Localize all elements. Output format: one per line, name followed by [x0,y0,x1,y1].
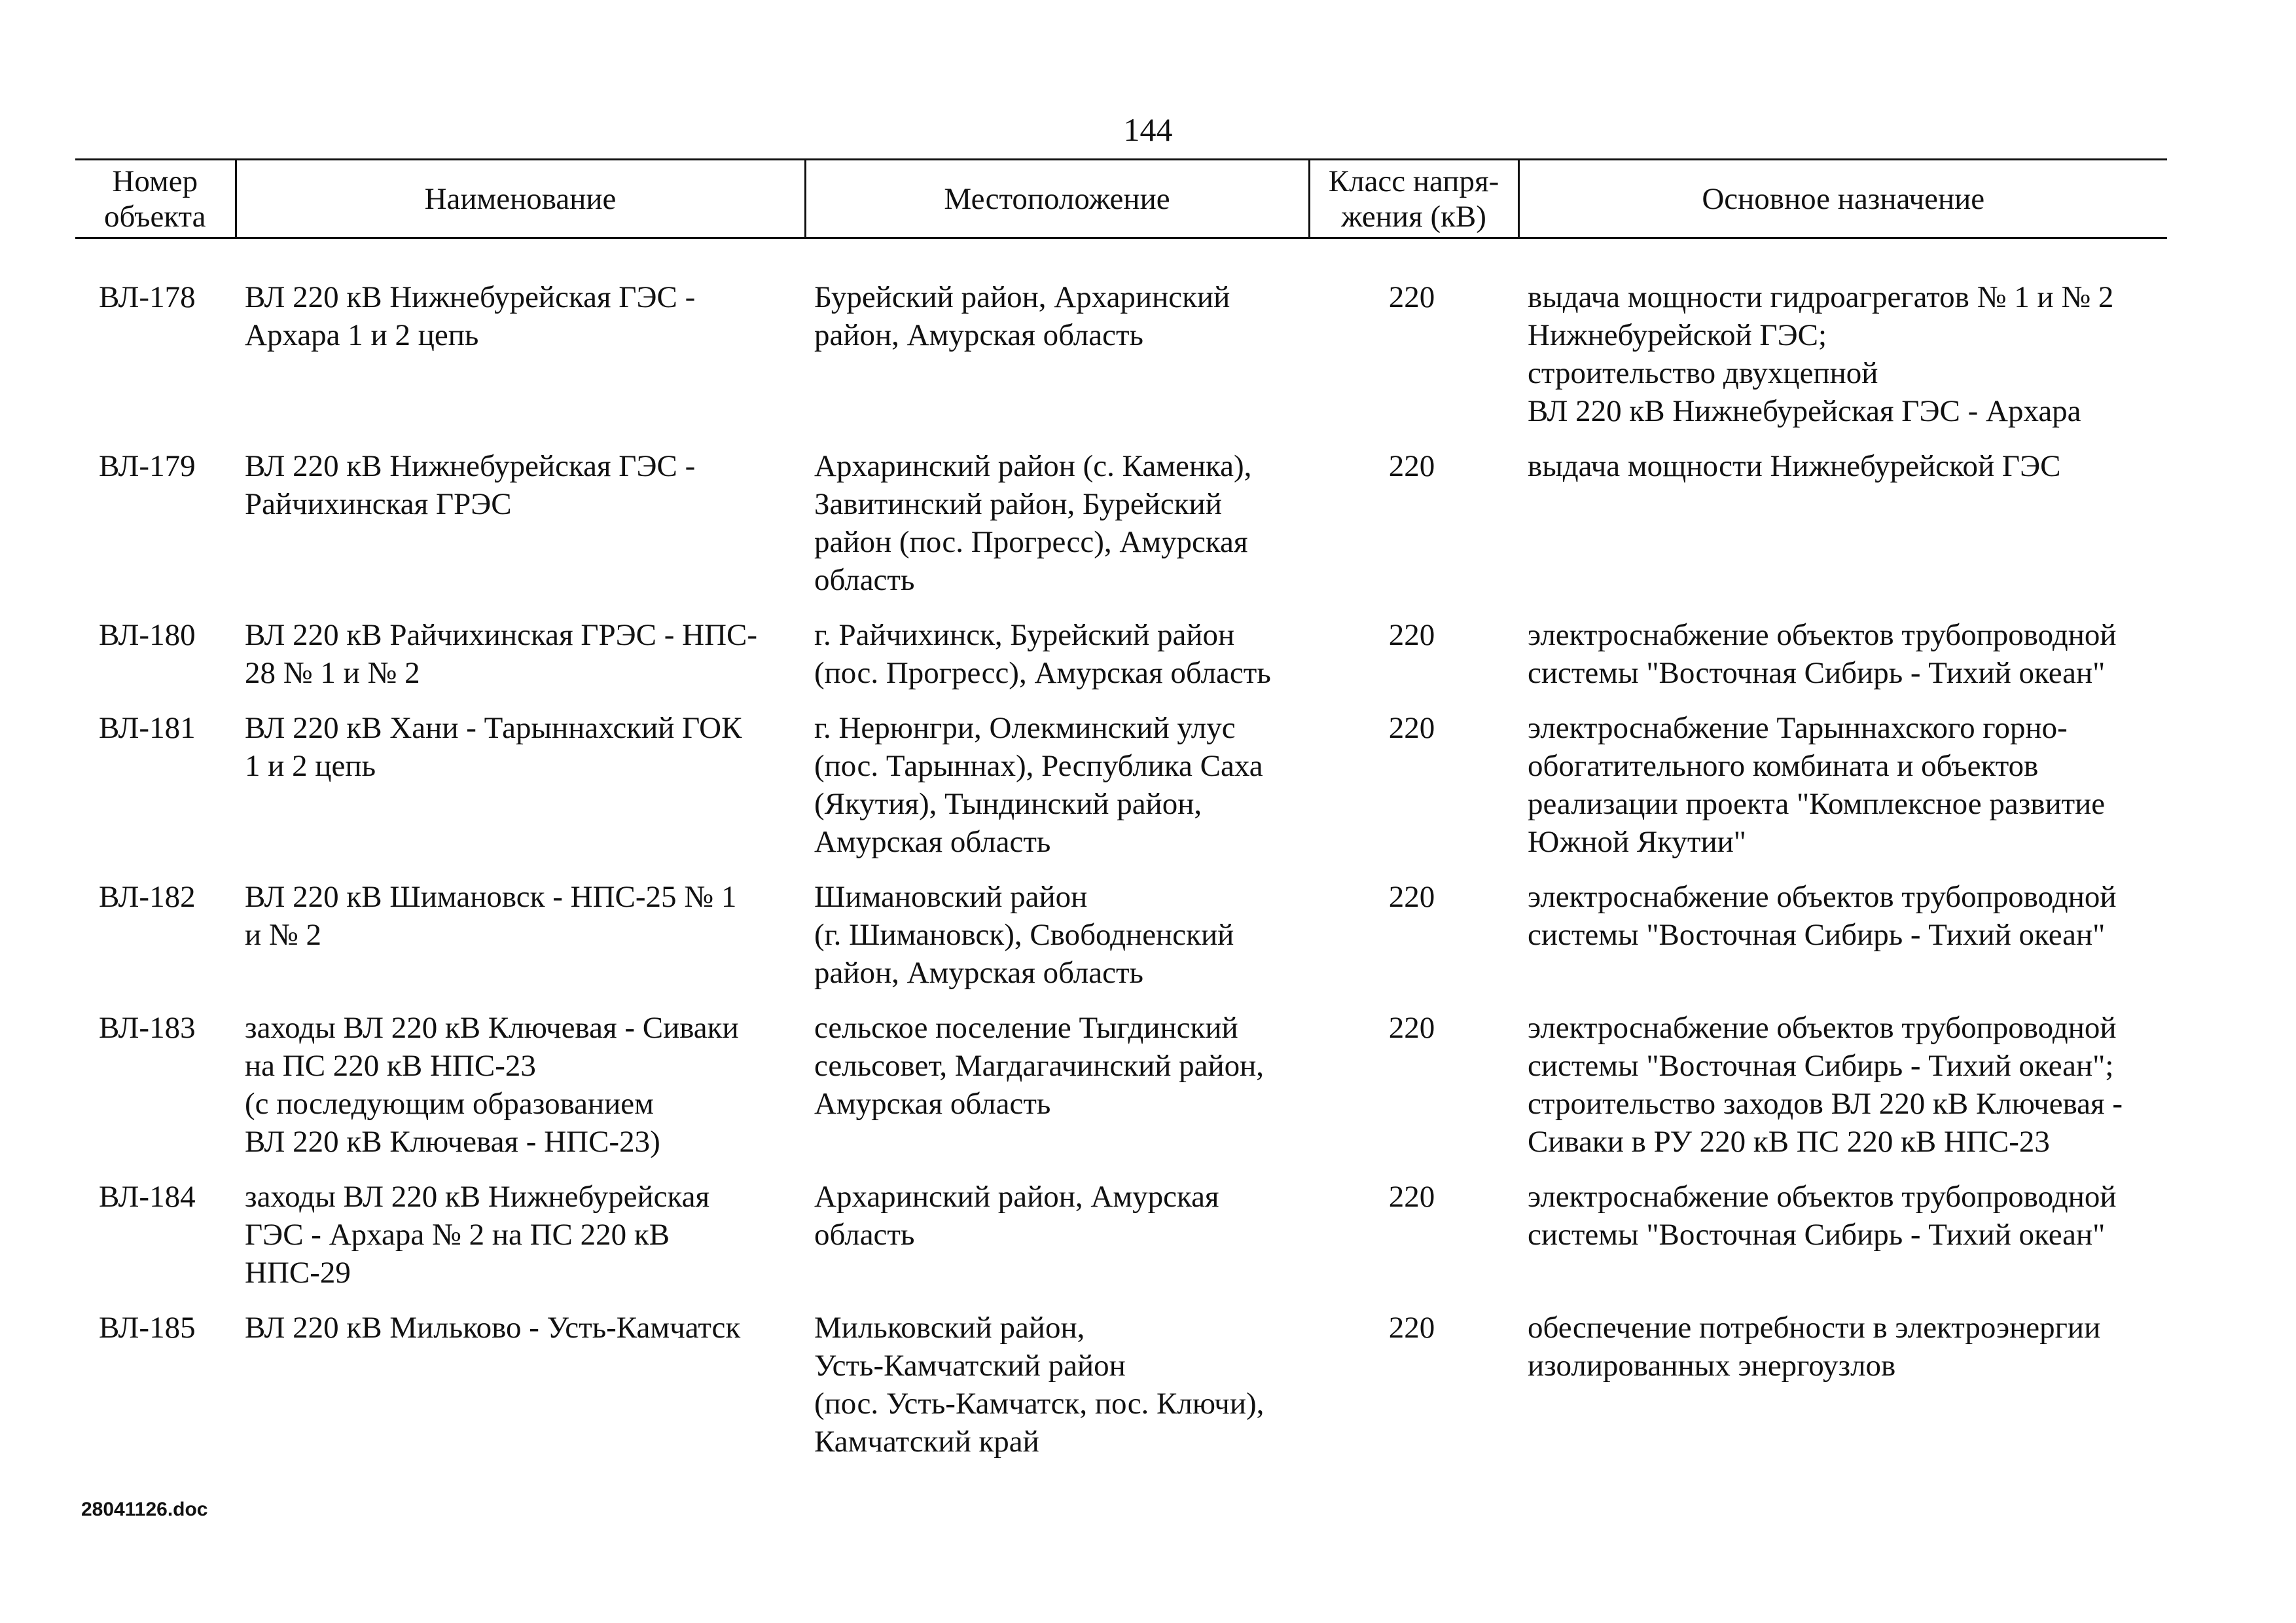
table-header [75,160,2167,238]
cell-voltage: 220 [1388,449,1435,483]
cell-location: г. Нерюнгри, Олекминский улус (пос. Тарыннах), Республика Саха (Якутия), Тындинский район, Амурская область [814,711,1263,859]
page-number: 144 [1123,111,1173,148]
cell-voltage: 220 [1388,1180,1435,1214]
cell-object-number: ВЛ-185 [99,1311,196,1345]
cell-name: ВЛ 220 кВ Нижнебурейская ГЭС - Архара 1 и 2 цепь [245,280,696,352]
table-row [75,1309,2167,1478]
cell-voltage: 220 [1388,1011,1435,1045]
cell-voltage: 220 [1388,711,1435,745]
cell-object-number: ВЛ-180 [99,618,196,652]
cell-object-number: ВЛ-183 [99,1011,196,1045]
header-location: Местоположение [805,160,1309,238]
cell-location: сельское поселение Тыгдинский сельсовет, Магдагачинский район, Амурская область [814,1011,1265,1121]
cell-object-number: ВЛ-184 [99,1180,196,1214]
table-row [75,278,2167,447]
cell-purpose: электроснабжение объектов трубопроводной системы "Восточная Сибирь - Тихий океан" [1528,1180,2117,1252]
table-row [75,616,2167,709]
cell-location: Шимановский район (г. Шимановск), Свободненский район, Амурская область [814,880,1234,990]
table-row [75,878,2167,1009]
header-row [75,160,2167,238]
cell-voltage: 220 [1388,618,1435,652]
cell-name: ВЛ 220 кВ Хани - Тарыннахский ГОК 1 и 2 цепь [245,711,742,783]
cell-object-number: ВЛ-181 [99,711,196,745]
cell-object-number: ВЛ-178 [99,280,196,314]
objects-table [75,158,2167,1478]
cell-name: ВЛ 220 кВ Шимановск - НПС-25 № 1 и № 2 [245,880,737,952]
cell-name: заходы ВЛ 220 кВ Нижнебурейская ГЭС - Архара № 2 на ПС 220 кВ НПС-29 [245,1180,710,1290]
table-row [75,709,2167,878]
cell-purpose: выдача мощности Нижнебурейской ГЭС [1528,449,2061,483]
cell-name: заходы ВЛ 220 кВ Ключевая - Сиваки на ПС 220 кВ НПС-23 (с последующим образованием ВЛ 220 кВ Ключевая - НПС-23) [245,1011,739,1159]
header-purpose: Основное назначение [1518,160,2167,238]
header-voltage-class: Класс напря- жения (кВ) [1309,160,1518,238]
cell-voltage: 220 [1388,1311,1435,1345]
cell-voltage: 220 [1388,880,1435,914]
footer-filename: 28041126.doc [81,1499,208,1520]
cell-location: Архаринский район (с. Каменка), Завитинский район, Бурейский район (пос. Прогресс), Амурская область [814,449,1252,597]
cell-purpose: электроснабжение объектов трубопроводной системы "Восточная Сибирь - Тихий океан" [1528,618,2117,690]
cell-purpose: электроснабжение объектов трубопроводной системы "Восточная Сибирь - Тихий океан"; строительство заходов ВЛ 220 кВ Ключевая - Сиваки в РУ 220 кВ ПС 220 кВ НПС-23 [1528,1011,2123,1159]
cell-object-number: ВЛ-182 [99,880,196,914]
header-name: Наименование [236,160,805,238]
cell-purpose: электроснабжение объектов трубопроводной системы "Восточная Сибирь - Тихий океан" [1528,880,2117,952]
cell-location: Архаринский район, Амурская область [814,1180,1219,1252]
cell-purpose: обеспечение потребности в электроэнергии изолированных энергоузлов [1528,1311,2101,1383]
table-row [75,1009,2167,1178]
cell-location: Бурейский район, Архаринский район, Амурская область [814,280,1230,352]
cell-object-number: ВЛ-179 [99,449,196,483]
cell-name: ВЛ 220 кВ Мильково - Усть-Камчатск [245,1311,741,1345]
header-object-number: Номер объекта [75,160,236,238]
cell-purpose: выдача мощности гидроагрегатов № 1 и № 2 Нижнебурейской ГЭС; строительство двухцепной ВЛ 220 кВ Нижнебурейская ГЭС - Архара [1528,280,2114,428]
header-spacer [75,238,2167,279]
cell-name: ВЛ 220 кВ Нижнебурейская ГЭС - Райчихинская ГРЭС [245,449,696,521]
table-row [75,447,2167,616]
cell-name: ВЛ 220 кВ Райчихинская ГРЭС - НПС- 28 № 1 и № 2 [245,618,758,690]
cell-location: г. Райчихинск, Бурейский район (пос. Прогресс), Амурская область [814,618,1271,690]
table-body [75,238,2167,1478]
table-row [75,1178,2167,1309]
cell-purpose: электроснабжение Тарыннахского горно- обогатительного комбината и объектов реализации проекта "Комплексное развитие Южной Якутии" [1528,711,2106,859]
cell-voltage: 220 [1388,280,1435,314]
cell-location: Мильковский район, Усть-Камчатский район (пос. Усть-Камчатск, пос. Ключи), Камчатский край [814,1311,1265,1459]
